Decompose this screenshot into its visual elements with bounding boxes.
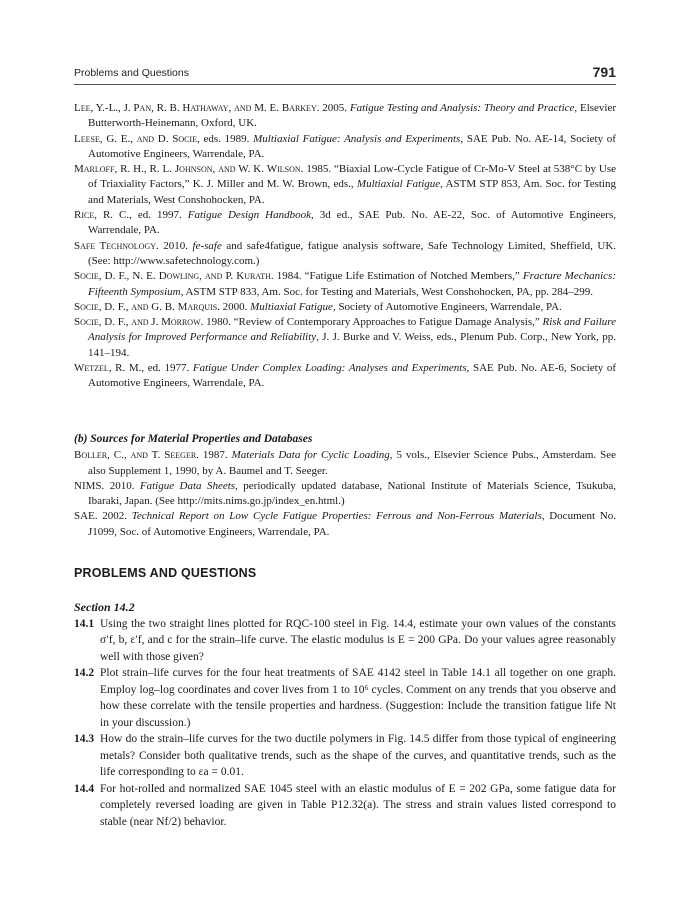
reference-author: Marloff, R. H., R. L. Johnson, and W. K. Wilson. — [74, 163, 304, 176]
reference-list-b — [74, 432, 616, 540]
problem-item — [74, 731, 616, 781]
reference-subheading: (b) Sources for Material Properties and Databases — [74, 433, 313, 445]
problem-text: Using the two straight lines plotted for RQC-100 steel in Fig. 14.4, estimate your own values of the constants σ′f, b, ε′f, and c for the strain–life curve. The elastic modulus is E = 200 GPa. Do your values agree reasonably well with those given? — [100, 617, 616, 663]
problem-number: 14.3 — [74, 733, 95, 745]
reference-year: 2010. — [158, 239, 193, 252]
header-rule — [74, 84, 616, 85]
problem-number: 14.4 — [74, 782, 95, 795]
reference-author: Socie, D. F., and J. Morrow. — [74, 316, 204, 329]
reference-details: , periodically updated database, National Institute of Materials Science, Tsukuba, Ibaraki, Japan. (See http://mits.nims.go.jp/index_en.html.) — [88, 479, 616, 508]
reference-list-a — [74, 101, 616, 392]
reference-entry — [74, 132, 616, 163]
reference-year: 2005. — [319, 102, 350, 114]
reference-details: , Society of Automotive Engineers, Warrendale, PA. — [332, 300, 562, 313]
reference-author: Leese, G. E., and D. Socie, — [74, 132, 200, 145]
reference-entry — [74, 239, 616, 270]
reference-year: 2000. — [219, 300, 251, 313]
reference-year: 1984. “Fatigue Life Estimation of Notched Members,” — [273, 270, 523, 283]
reference-title: Fatigue Under Complex Loading: Analyses and Experiments — [192, 362, 467, 375]
reference-title: Fatigue Design Handbook — [187, 209, 311, 222]
reference-title: Risk and Failure Analysis for Improved Performance and Reliability — [88, 316, 617, 344]
reference-title: Fatigue Data Sheets — [139, 479, 236, 492]
reference-entry — [74, 315, 616, 361]
page-number: 791 — [592, 64, 616, 80]
reference-author: Lee, Y.-L., J. Pan, R. B. Hathaway, and M. E. Barkey. — [74, 102, 320, 114]
problems-list — [74, 599, 616, 830]
reference-title: Materials Data for Cyclic Loading — [231, 449, 390, 462]
reference-title: Fracture Mechanics: Fifteenth Symposium — [88, 270, 616, 298]
reference-author: NIMS. — [74, 479, 105, 492]
reference-details: , ASTM STP 853, Am. Soc. for Testing and Materials, West Conshohocken, PA. — [88, 178, 616, 206]
reference-year: ed. 1997. — [131, 209, 188, 222]
reference-author: Rice, R. C., — [74, 209, 132, 222]
reference-entry — [74, 208, 616, 239]
problem-text: Plot strain–life curves for the four heat treatments of SAE 4142 steel in Table 14.1 all together on one graph. Employ log–log coordinates and cover lives from 1 to 10⁶ cycles. Comment on any trends that you observe and how these correlate with the tensile properties and hardness. (Suggestion: Include the transition fatigue life Nt in your discussion.) — [100, 667, 616, 729]
reference-entry — [74, 101, 616, 132]
problem-number: 14.2 — [74, 667, 95, 679]
reference-author: Socie, D. F., and G. B. Marquis. — [74, 300, 220, 313]
reference-author: Wetzel, R. M., — [74, 362, 145, 375]
reference-author: Safe Technology. — [74, 239, 159, 252]
reference-title: Multiaxial Fatigue — [356, 178, 441, 191]
reference-details: , 3d ed., SAE Pub. No. AE-22, Soc. of Automotive Engineers, Warrendale, PA. — [88, 209, 616, 237]
reference-details: and safe4fatigue, fatigue analysis software, Safe Technology Limited, Sheffield, UK. (See: http://www.safetechnology.com.) — [88, 239, 617, 267]
reference-year: 1985. “Biaxial Low-Cycle Fatigue of Cr-Mo-V Steel at 538°C by Use of Triaxiality Factors,” K. J. Miller and M. W. Brown, eds., — [88, 163, 616, 191]
reference-entry — [74, 448, 616, 479]
reference-year: 1980. “Review of Contemporary Approaches to Fatigue Damage Analysis,” — [203, 316, 543, 329]
reference-year: eds. 1989. — [199, 132, 254, 145]
reference-year: ed. 1977. — [144, 362, 193, 375]
reference-entry — [74, 479, 616, 510]
reference-author: Socie, D. F., N. E. Dowling, and P. Kurath. — [74, 270, 274, 283]
section-heading: Section 14.2 — [74, 600, 135, 614]
reference-details: , Document No. J1099, Soc. of Automotive Engineers, Warrendale, PA. — [88, 510, 616, 538]
reference-year: 2010. — [104, 479, 140, 492]
reference-details: , ASTM STP 833, Am. Soc. for Testing and Materials, West Conshohocken, PA, pp. 284–299. — [180, 285, 593, 298]
reference-title: Multiaxial Fatigue: Analysis and Experiments — [253, 132, 461, 145]
reference-year: 1987. — [198, 449, 232, 462]
reference-title: fe-safe — [192, 239, 222, 252]
reference-details: , Elsevier Butterworth-Heinemann, Oxford, UK. — [88, 102, 617, 130]
reference-author: SAE. — [74, 510, 98, 523]
reference-title: Technical Report on Low Cycle Fatigue Properties: Ferrous and Non-Ferrous Materials — [131, 510, 542, 523]
reference-author: Boller, C., and T. Seeger. — [74, 449, 199, 462]
reference-title: Multiaxial Fatigue — [250, 300, 333, 313]
problem-number: 14.1 — [74, 617, 95, 630]
reference-entry — [74, 361, 616, 392]
reference-entry — [74, 162, 616, 208]
problem-text: For hot-rolled and normalized SAE 1045 steel with an elastic modulus of E = 202 GPa, some fatigue data for completely reversed loading are given in Table P12.32(a). The stress and strain values listed correspond to stable (near Nf/2) behavior. — [100, 782, 616, 828]
reference-details: , 5 vols., Elsevier Science Pubs., Amsterdam. See also Supplement 1, 1990, by A. Baumel and T. Seeger. — [88, 449, 617, 477]
problem-item — [74, 665, 616, 731]
reference-entry — [74, 300, 616, 315]
reference-entry — [74, 269, 616, 300]
problem-item — [74, 781, 616, 831]
reference-details: , SAE Pub. No. AE-6, Society of Automotive Engineers, Warrendale, PA. — [88, 362, 616, 390]
problems-heading: PROBLEMS AND QUESTIONS — [74, 566, 257, 580]
problem-text: How do the strain–life curves for the two ductile polymers in Fig. 14.5 differ from those typical of engineering metals? Consider both qualitative trends, such as the shape of the curves, and quantitative trends, such as the life corresponding to εa = 0.01. — [100, 733, 616, 778]
reference-details: , SAE Pub. No. AE-14, Society of Automotive Engineers, Warrendale, PA. — [88, 132, 616, 160]
running-header-title: Problems and Questions — [74, 67, 189, 79]
reference-title: Fatigue Testing and Analysis: Theory and Practice — [349, 102, 575, 114]
reference-year: 2002. — [97, 510, 132, 523]
problem-item — [74, 616, 616, 666]
reference-details: , J. J. Burke and V. Weiss, eds., Plenum Pub. Corp., New York, pp. 141–194. — [88, 331, 617, 359]
reference-entry — [74, 509, 616, 540]
